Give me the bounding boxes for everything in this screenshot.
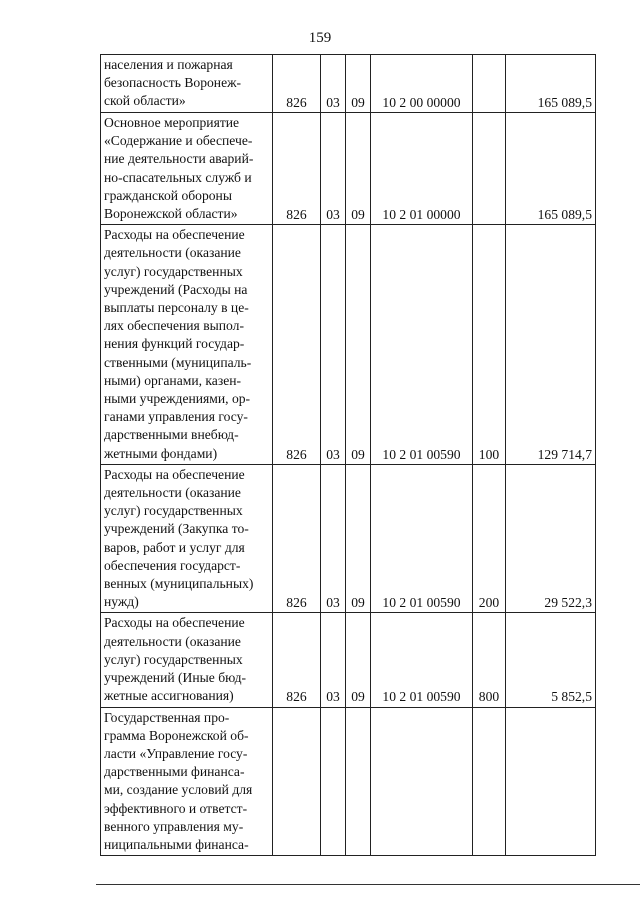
section-code: 03	[321, 113, 346, 225]
ved-code: 826	[273, 55, 321, 113]
ved-code	[273, 707, 321, 856]
amount: 5 852,5	[506, 613, 596, 707]
section-code	[321, 707, 346, 856]
target-article-code	[371, 707, 473, 856]
table-row	[101, 113, 596, 225]
amount: 29 522,3	[506, 464, 596, 613]
ved-code: 826	[273, 225, 321, 465]
target-article-code: 10 2 00 00000	[371, 55, 473, 113]
subsection-code: 09	[346, 464, 371, 613]
table-row	[101, 613, 596, 707]
section-code: 03	[321, 225, 346, 465]
scan-edge-line	[96, 884, 640, 885]
ved-code: 826	[273, 464, 321, 613]
row-name: Расходы на обеспечение деятельности (оказание услуг) государственных учреждений (Иные бюд- жетные ассигнования)	[101, 613, 273, 707]
amount: 165 089,5	[506, 55, 596, 113]
expense-type-code	[473, 707, 506, 856]
expense-type-code: 800	[473, 613, 506, 707]
subsection-code: 09	[346, 613, 371, 707]
subsection-code: 09	[346, 55, 371, 113]
section-code: 03	[321, 55, 346, 113]
expense-type-code	[473, 113, 506, 225]
expense-type-code: 100	[473, 225, 506, 465]
amount: 129 714,7	[506, 225, 596, 465]
expense-type-code: 200	[473, 464, 506, 613]
row-name: Расходы на обеспечение деятельности (оказание услуг) государственных учреждений (Закупка то- варов, работ и услуг для обеспечения государст- венных (муниципальных) нужд)	[101, 464, 273, 613]
target-article-code: 10 2 01 00590	[371, 225, 473, 465]
table-row	[101, 707, 596, 856]
row-name: Расходы на обеспечение деятельности (оказание услуг) государственных учреждений (Расходы на выплаты персоналу в це- лях обеспечения выпол- нения функций государ- ственными (муниципаль- ными) органами, казен- ными учреждениями, ор- ганами управления госу- дарственными внебюд- жетными фондами)	[101, 225, 273, 465]
subsection-code	[346, 707, 371, 856]
section-code: 03	[321, 613, 346, 707]
amount	[506, 707, 596, 856]
row-name: населения и пожарная безопасность Воронеж- ской области»	[101, 55, 273, 113]
amount: 165 089,5	[506, 113, 596, 225]
row-name: Основное мероприятие «Содержание и обеспече- ние деятельности аварий- но-спасательных служб и гражданской обороны Воронежской области»	[101, 113, 273, 225]
ved-code: 826	[273, 113, 321, 225]
table-row	[101, 225, 596, 465]
target-article-code: 10 2 01 00590	[371, 613, 473, 707]
target-article-code: 10 2 01 00000	[371, 113, 473, 225]
section-code: 03	[321, 464, 346, 613]
ved-code: 826	[273, 613, 321, 707]
table-row	[101, 55, 596, 113]
target-article-code: 10 2 01 00590	[371, 464, 473, 613]
page-number: 159	[308, 30, 332, 46]
subsection-code: 09	[346, 113, 371, 225]
table-row	[101, 464, 596, 613]
budget-table	[100, 54, 596, 856]
subsection-code: 09	[346, 225, 371, 465]
expense-type-code	[473, 55, 506, 113]
row-name: Государственная про- грамма Воронежской об- ласти «Управление госу- дарственными финанса- ми, создание условий для эффективного и ответст- венного управления му- ниципальными финанса-	[101, 707, 273, 856]
